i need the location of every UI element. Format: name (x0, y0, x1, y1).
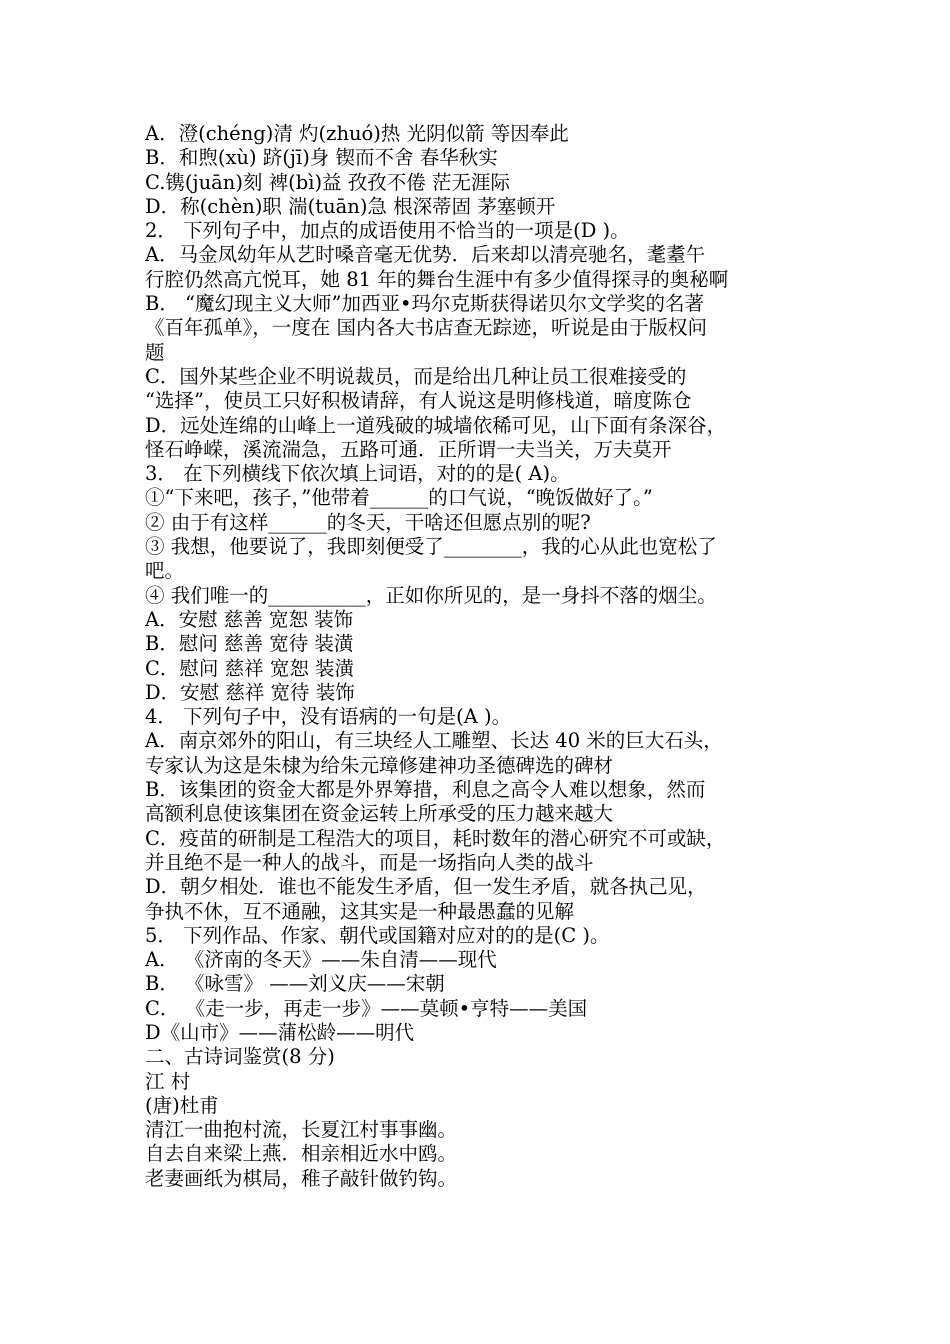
q2-option-c: C．国外某些企业不明说裁员，而是给出几种让员工很难接受的 (145, 364, 687, 388)
q4-option-c-cont: 并且绝不是一种人的战斗，而是一场指向人类的战斗 (145, 850, 594, 874)
option-a-pinyin: A．澄(chéng)清 灼(zhuó)热 光阴似箭 等因奉此 (145, 122, 569, 145)
q2-option-d-cont: 怪石峥嵘，溪流湍急，五路可通．正所谓一夫当关，万夫莫开 (145, 437, 672, 461)
q2-option-b: B． “魔幻现主义大师”加西亚•玛尔克斯获得诺贝尔文学奖的名著 (145, 292, 704, 316)
document-page (145, 122, 825, 1191)
option-d-pinyin: D．称(chèn)职 湍(tuān)急 根深蒂固 茅塞顿开 (145, 194, 556, 218)
question-5: 5． 下列作品、作家、朝代或国籍对应对的的是(C )。 (145, 923, 610, 947)
q3-sentence-3-cont: 吧。 (145, 559, 185, 583)
q4-option-a-cont: 专家认为这是朱棣为给朱元璋修建神功圣德碑选的碑材 (145, 753, 614, 777)
poem-author: (唐)杜甫 (145, 1093, 219, 1117)
q5-option-c: C． 《走一步，再走一步》——莫顿•亨特——美国 (145, 996, 588, 1020)
q4-option-d-cont: 争执不休，互不通融，这其实是一种最愚蠢的见解 (145, 899, 575, 923)
q2-option-d: D．远处连绵的山峰上一道残破的城墙依稀可见，山下面有条深谷， (145, 413, 727, 437)
q2-option-a-cont: 行腔仍然高亢悦耳，她 81 年的舞台生涯中有多少值得探寻的奥秘啊 (145, 267, 729, 291)
question-3: 3． 在下列横线下依次填上词语，对的的是( A)。 (145, 462, 570, 486)
q5-option-b: B． 《咏雪》 ——刘义庆——宋朝 (145, 972, 445, 996)
poem-line-3: 老妻画纸为棋局，稚子敲针做钓钩。 (145, 1166, 458, 1190)
poem-line-2: 自去自来梁上燕．相亲相近水中鸥。 (145, 1142, 458, 1166)
q2-option-a: A．马金凤幼年从艺时嗓音毫无优势．后来却以清亮驰名，耄耋午 (145, 243, 706, 267)
q3-sentence-4: ④ 我们唯一的__________，正如你所见的，是一身抖不落的烟尘。 (145, 583, 717, 607)
question-2: 2． 下列句子中，加点的成语使用不恰当的一项是(D )。 (145, 219, 630, 243)
q4-option-d: D．朝夕相处．谁也不能发生矛盾，但一发生矛盾，就各执己见， (145, 875, 707, 899)
q4-option-c: C．疫苗的研制是工程浩大的项目，耗时数年的潜心研究不可或缺， (145, 826, 726, 850)
q4-option-a: A．南京郊外的阳山，有三块经人工雕塑、长达 40 米的巨大石头， (145, 729, 723, 753)
q5-option-d: D《山市》——蒲松龄——明代 (145, 1020, 415, 1044)
poem-line-1: 清江一曲抱村流，长夏江村事事幽。 (145, 1118, 458, 1142)
q3-sentence-1: ①“下来吧，孩子，”他带着______的口气说，“晚饭做好了。” (145, 486, 653, 510)
q2-option-b-cont: 《百年孤单》，一度在 国内各大书店查无踪迹，听说是由于版权问 (145, 316, 707, 340)
q3-option-d: D．安慰 慈祥 宽待 装饰 (145, 680, 355, 704)
section-2-heading: 二、古诗词鉴赏(8 分) (145, 1045, 335, 1069)
q4-option-b: B．该集团的资金大都是外界筹措，利息之高令人难以想象，然而 (145, 778, 706, 802)
question-4: 4． 下列句子中，没有语病的一句是(A )。 (145, 705, 512, 729)
q3-option-b: B．慰问 慈善 宽待 装潢 (145, 632, 354, 656)
option-c-pinyin: C.镌(juān)刻 裨(bì)益 孜孜不倦 茫无涯际 (145, 170, 510, 194)
q4-option-b-cont: 高额利息使该集团在资金运转上所承受的压力越来越大 (145, 802, 614, 826)
option-b-pinyin: B．和煦(xù) 跻(jī)身 锲而不舍 春华秋实 (145, 146, 498, 170)
q5-option-a: A． 《济南的冬天》——朱自清——现代 (145, 948, 497, 972)
q3-sentence-3: ③ 我想，他要说了，我即刻便受了________，我的心从此也宽松了 (145, 535, 717, 559)
q3-option-a: A．安慰 慈善 宽恕 装饰 (145, 607, 354, 631)
q2-option-b-cont2: 题 (145, 340, 165, 364)
poem-title: 江 村 (145, 1069, 191, 1093)
q3-option-c: C．慰问 慈祥 宽恕 装潢 (145, 656, 355, 680)
q3-sentence-2: ② 由于有这样______的冬天，干啥还但愿点别的呢? (145, 510, 591, 534)
q2-option-c-cont: “选择”，使员工只好积极请辞，有人说这是明修栈道，暗度陈仓 (145, 389, 692, 413)
